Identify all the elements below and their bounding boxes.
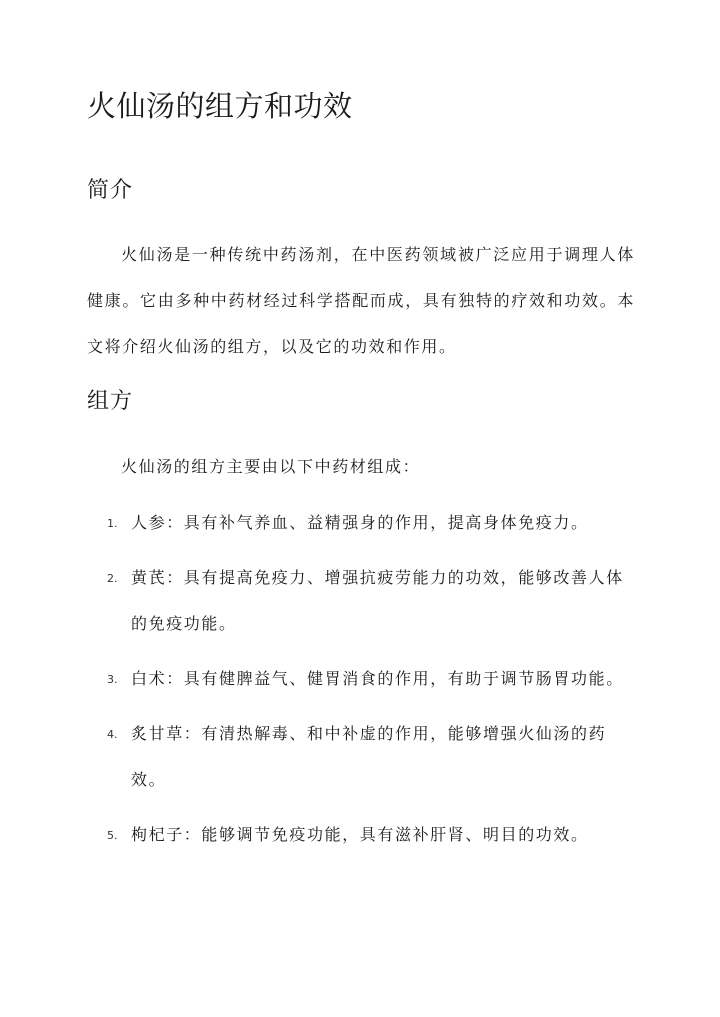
section-heading-recipe: 组方: [87, 389, 134, 414]
list-item-number: 5.: [107, 829, 118, 842]
list-item-number: 1.: [107, 517, 118, 530]
section-heading-intro: 简介: [87, 178, 134, 203]
list-item-text: 炙甘草：有清热解毒、和中补虚的作用，能够增强火仙汤的药效。: [131, 724, 607, 789]
list-item-number: 2.: [107, 572, 118, 585]
list-item-number: 4.: [107, 728, 118, 741]
list-item-text: 人参：具有补气养血、益精强身的作用，提高身体免疫力。: [131, 513, 589, 532]
list-item: [87, 500, 635, 546]
intro-paragraph: 火仙汤是一种传统中药汤剂，在中医药领域被广泛应用于调理人体健康。它由多种中药材经过科学搭配而成，具有独特的疗效和功效。本文将介绍火仙汤的组方，以及它的功效和作用。: [87, 245, 635, 356]
list-item: [87, 656, 635, 702]
list-item: [87, 555, 635, 647]
list-item: [87, 711, 635, 803]
list-item-number: 3.: [107, 673, 118, 686]
list-item-text: 黄芪：具有提高免疫力、增强抗疲劳能力的功效，能够改善人体的免疫功能。: [131, 568, 624, 633]
list-item-text: 白术：具有健脾益气、健胃消食的作用，有助于调节肠胃功能。: [131, 669, 624, 688]
page-title: 火仙汤的组方和功效: [87, 89, 353, 123]
ingredient-list: [87, 500, 635, 867]
recipe-lead-paragraph: 火仙汤的组方主要由以下中药材组成：: [121, 457, 421, 476]
list-item: [87, 812, 635, 858]
list-item-text: 枸杞子：能够调节免疫功能，具有滋补肝肾、明目的功效。: [131, 825, 589, 844]
